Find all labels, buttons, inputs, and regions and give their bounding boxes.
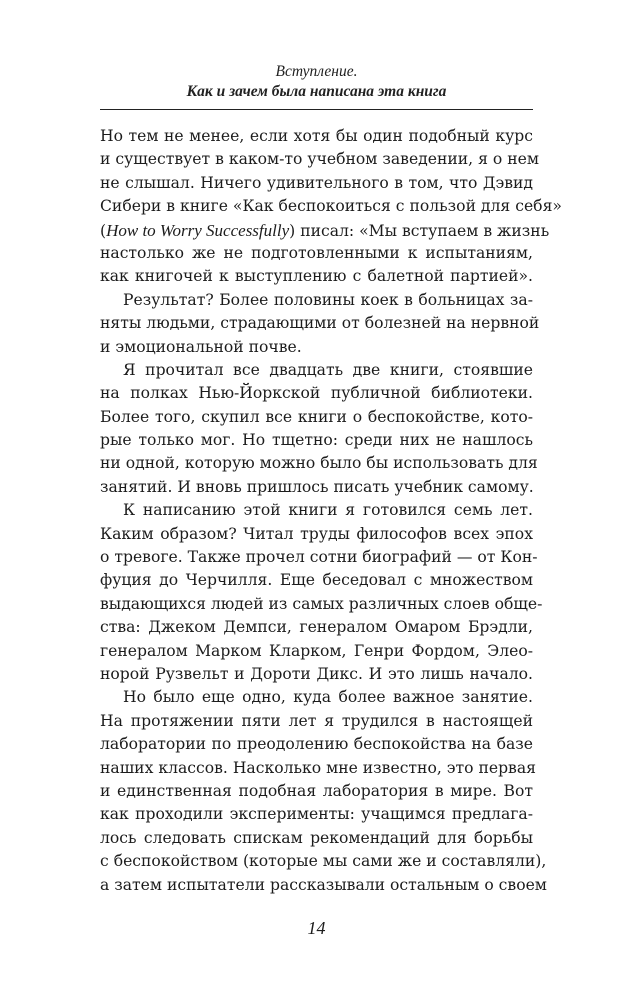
paragraph xyxy=(100,289,540,359)
book-title-italic: How to Worry Successfully xyxy=(106,220,290,240)
text-line: Каким образом? Читал труды философов всех эпох xyxy=(100,524,533,543)
text-segment: ( xyxy=(100,221,107,240)
text-line: лаборатории по преодолению беспокойства на базе xyxy=(100,735,533,754)
text-line: выдающихся людей из самых различных слоев обще- xyxy=(100,594,543,613)
text-line: настолько же не подготовленными к испытаниям, xyxy=(100,243,533,262)
text-line: и единственная подобная лаборатория в мире. Вот xyxy=(100,781,533,800)
text-line: Я прочитал все двадцать две книги, стоявшие xyxy=(123,360,533,379)
paragraph xyxy=(100,499,543,686)
text-line: занятий. И вновь пришлось писать учебник самому. xyxy=(100,477,534,496)
text-line: рые только мог. Но тщетно: среди них не нашлось xyxy=(100,431,533,450)
text-line: генералом Марком Кларком, Генри Фордом, Элео- xyxy=(100,641,533,660)
running-head-section: Вступление. xyxy=(275,63,358,80)
header-rule xyxy=(100,109,533,110)
paragraph xyxy=(100,359,538,499)
text-line: лось следовать спискам рекомендаций для борьбы xyxy=(100,828,533,847)
paragraph xyxy=(100,125,562,289)
text-line: няты людьми, страдающими от болезней на нервной xyxy=(100,314,540,333)
text-line: На протяжении пяти лет я трудился в настоящей xyxy=(100,711,533,730)
text-line: ства: Джеком Демпси, генералом Омаром Брэдли, xyxy=(100,618,533,637)
text-line: не слышал. Ничего удивительного в том, что Дэвид xyxy=(100,173,533,192)
running-head-chapter-title: Как и зачем была написана эта книга xyxy=(186,83,447,100)
text-line: Но тем не менее, если хотя бы один подобный курс xyxy=(100,127,533,145)
text-line: как книгочей к выступлению с балетной партией». xyxy=(100,267,533,286)
text-line: а затем испытатели рассказывали остальным о своем xyxy=(100,875,547,894)
text-line: о тревоге. Также прочел сотни биографий — от Кон- xyxy=(100,548,538,567)
text-line: и эмоциональной почве. xyxy=(100,337,302,356)
page-number: 14 xyxy=(307,918,326,938)
text-line: с беспокойством (которые мы сами же и составляли), xyxy=(100,852,547,871)
text-line: и существует в каком-то учебном заведении, я о нем xyxy=(100,150,539,169)
running-head xyxy=(100,62,533,102)
text-line: норой Рузвельт и Дороти Дикс. И это лишь начало. xyxy=(100,664,533,683)
text-line: Результат? Более половины коек в больницах за- xyxy=(123,290,533,309)
paragraph xyxy=(100,686,547,897)
text-line: наших классов. Насколько мне известно, это первая xyxy=(100,758,536,777)
text-line: Но было еще одно, куда более важное занятие. xyxy=(123,688,533,707)
text-line: на полках Нью-Йоркской публичной библиотеки. xyxy=(100,384,533,403)
text-segment: ) писал: «Мы вступаем в жизнь xyxy=(289,221,550,240)
body-text xyxy=(100,125,562,897)
text-line: Более того, скупил все книги о беспокойстве, кото- xyxy=(100,407,533,426)
text-line: К написанию этой книги я готовился семь лет. xyxy=(123,501,533,520)
text-line: ни одной, которую можно было бы использовать для xyxy=(100,454,538,473)
text-line: фуция до Черчилля. Еще беседовал с множеством xyxy=(100,571,533,590)
text-line xyxy=(100,219,550,242)
text-line: как проходили эксперименты: учащимся предлага- xyxy=(100,805,533,824)
text-line: Сибери в книге «Как беспокоиться с пользой для себя» xyxy=(100,197,562,216)
